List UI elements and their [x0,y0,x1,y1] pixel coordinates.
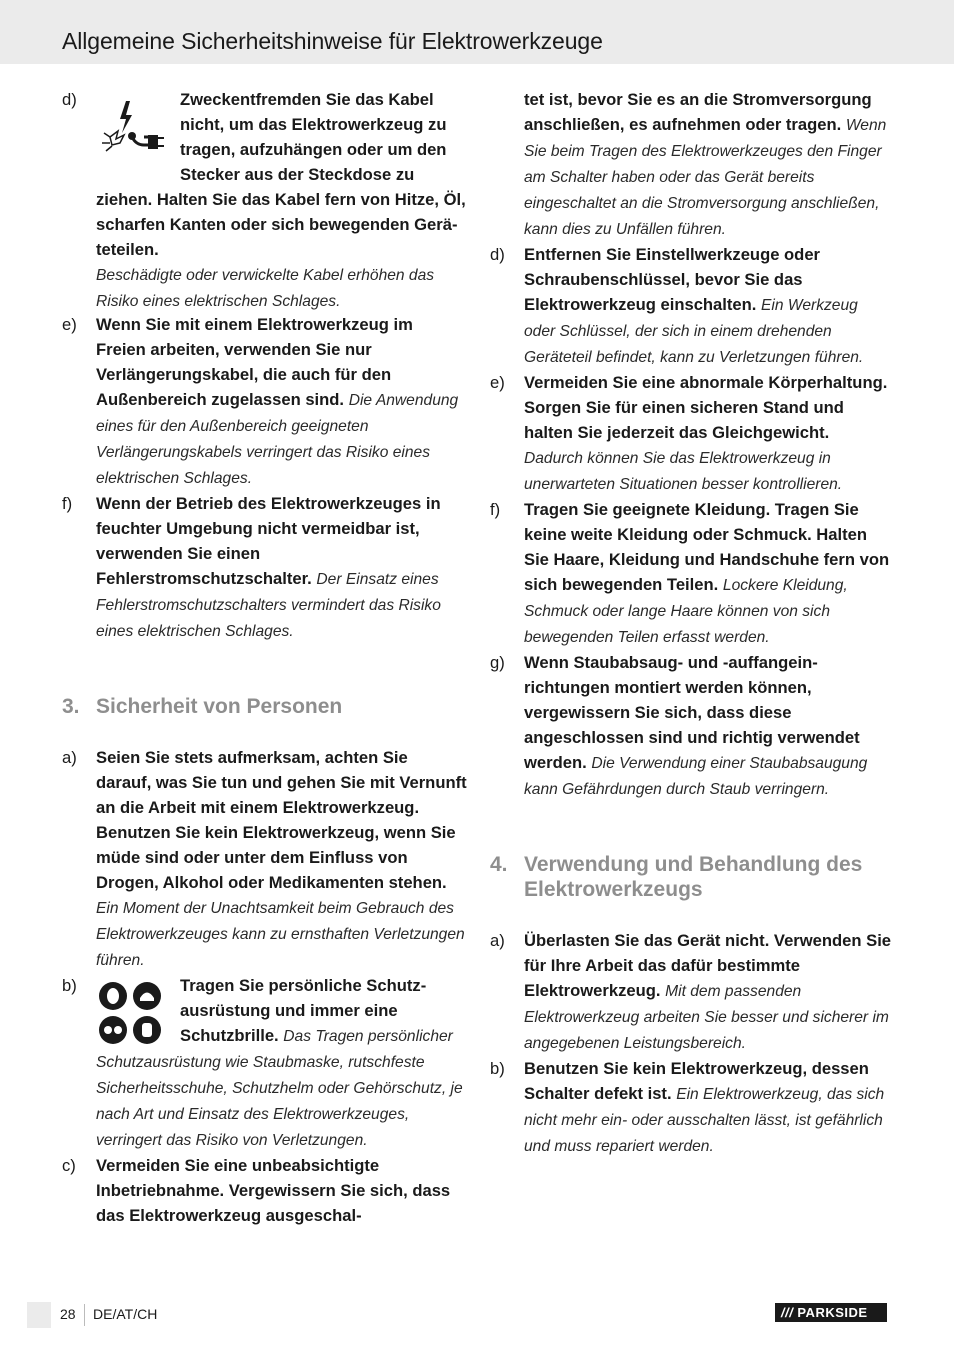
page-header [0,0,954,64]
item-right-d [490,242,892,370]
item-italic-text: Das Tragen persönlicher Schutzausrüstung wie Staubmaske, rutschfeste Sicherheitsschuhe, Schutzhelm oder Gehörschutz, je nach Art und Einsatz des Elektrowerkzeuges, verringert das Risiko von Verletzungen. [96,1028,463,1149]
item-left-c [62,1153,467,1228]
right-column [490,87,892,1159]
item-label: a) [490,931,505,950]
item-italic-text: Die Verwendung einer Staubabsaugung kann Gefährdungen durch Staub verringern. [524,755,868,798]
item-bold-text: tet ist, bevor Sie es an die Stromversorgung anschließen, es aufnehmen oder tragen. [524,90,872,134]
item-bold-text: Zweckentfremden Sie das Kabel nicht, um das Elektrowerkzeug zu tragen, aufzuhängen oder um den Stecker aus der Steckdose zu ziehen. Halten Sie das Kabel fern von Hitze, Öl, scharfen Kanten oder sich bewegenden Geräteteilen. [96,90,466,259]
item-label: b) [62,976,77,995]
item-italic-text: Ein Werkzeug oder Schlüssel, der sich in einem drehenden Geräteteil befindet, kann zu Verletzungen führen. [524,297,864,366]
item-left-f [62,491,467,644]
item-right-c-continued [490,87,892,242]
section-title: Verwendung und Behandlung des Elektrowerkzeugs [524,853,863,901]
item-right-e [490,370,892,497]
item-italic-text: Dadurch können Sie das Elektrowerkzeug in unerwarteten Situationen besser kontrollieren. [524,450,843,493]
item-label: g) [490,653,505,672]
item-italic-text: Lockere Kleidung, Schmuck oder lange Haare können von sich bewegenden Teilen erfasst werden. [524,577,848,646]
item-bold-text: Überlasten Sie das Gerät nicht. Verwenden Sie für Ihre Arbeit das dafür bestimmte Elektrowerkzeug. [524,931,892,1000]
country-code: DE/AT/CH [93,1306,158,1322]
item-label: e) [62,315,77,334]
item-bold-text: Wenn der Betrieb des Elektrowerkzeuges in feuchter Umgebung nicht vermeidbar ist, verwenden Sie einen Fehlerstromschutzschalter. [96,494,441,588]
item-italic-text: Mit dem passenden Elektrowerkzeug arbeiten Sie besser und sicherer im angegebenen Leistungsbereich. [524,983,889,1052]
item-bold-text: Vermeiden Sie eine abnormale Körperhaltung. Sorgen Sie für einen sicheren Stand und halten Sie jederzeit das Gleichgewicht. [524,373,888,442]
page-number: 28 [60,1306,76,1322]
item-bold-text: Vermeiden Sie eine unbeabsichtigte Inbetriebnahme. Vergewissern Sie sich, dass das Elektrowerkzeug ausgeschal- [96,1156,451,1225]
item-left-a [62,745,467,973]
brand-slashes: /// [781,1305,794,1320]
item-right-a [490,928,892,1056]
item-right-b [490,1056,892,1159]
item-bold-text: Entfernen Sie Einstellwerkzeuge oder Schraubenschlüssel, bevor Sie das Elektrowerkzeug einschalten. [524,245,821,314]
item-italic-text: Der Einsatz eines Fehlerstromschutzschalters vermindert das Risiko eines elektrischen Schlages. [96,571,441,640]
page-title: Allgemeine Sicherheitshinweise für Elektrowerkzeuge [62,28,603,54]
item-label: b) [490,1059,505,1078]
footer-marker [27,1302,51,1328]
item-label: c) [62,1156,76,1175]
cable-warning-icon [96,93,166,161]
item-right-f [490,497,892,650]
item-italic-text: Ein Elektrowerkzeug, das sich nicht mehr ein- oder ausschalten lässt, ist gefährlich und muss repariert werden. [524,1086,885,1155]
item-italic-text: Ein Moment der Unachtsamkeit beim Gebrauch des Elektrowerkzeuges kann zu ernsthaften Verletzungen führen. [96,900,465,969]
item-left-e [62,312,467,491]
item-italic-text: Wenn Sie beim Tragen des Elektrowerkzeuges den Finger am Schalter haben oder das Gerät bereits eingeschaltet an die Stromversorgung anschließen, kann dies zu Unfällen führen. [524,117,887,238]
item-bold-text: Tragen Sie persönliche Schutzausrüstung und immer eine Schutzbrille. [180,976,427,1045]
item-label: f) [62,494,73,513]
brand-logo [775,1303,887,1322]
item-bold-text: Tragen Sie geeignete Kleidung. Tragen Sie keine weite Kleidung oder Schmuck. Halten Sie Haare, Kleidung und Handschuhe fern von sich bewegenden Teilen. [524,500,890,594]
section-3-heading [62,694,467,719]
item-label: d) [62,90,77,109]
footer-divider [84,1304,85,1326]
section-4-heading [490,852,892,902]
item-italic-text: Beschädigte oder verwickelte Kabel erhöhen das Risiko eines elektrischen Schlages. [96,267,435,310]
item-label: e) [490,373,505,392]
item-right-g [490,650,892,802]
left-column [62,87,467,1228]
item-bold-text: Seien Sie stets aufmerksam, achten Sie darauf, was Sie tun und gehen Sie mit Vernunft an die Arbeit mit einem Elektrowerkzeug. Benutzen Sie kein Elektrowerkzeug, wenn Sie müde sind oder unter dem Einfluss von Drogen, Alkohol oder Medikamenten stehen. [96,748,467,892]
item-bold-text: Benutzen Sie kein Elektrowerkzeug, dessen Schalter defekt ist. [524,1059,869,1103]
section-number: 4. [490,853,508,876]
item-left-b [62,973,467,1153]
item-bold-text: Wenn Sie mit einem Elektrowerkzeug im Freien arbeiten, verwenden Sie nur Verlängerungskabel, die auch für den Außenbereich zugelassen sind. [96,315,413,409]
brand-name: PARKSIDE [797,1305,868,1320]
item-bold-text: Wenn Staubabsaug- und -auffangeinrichtungen montiert werden können, vergewissern Sie sich, dass diese angeschlossen sind und richtig verwendet werden. [524,653,860,772]
section-title: Sicherheit von Personen [96,695,343,718]
item-label: d) [490,245,505,264]
item-label: f) [490,500,501,519]
item-left-d [62,87,467,312]
section-number: 3. [62,695,80,718]
item-italic-text: Die Anwendung eines für den Außenbereich geeigneten Verlängerungskabels verringert das Risiko eines elektrischen Schlages. [96,392,459,487]
protective-equipment-icon [96,979,166,1047]
item-label: a) [62,748,77,767]
